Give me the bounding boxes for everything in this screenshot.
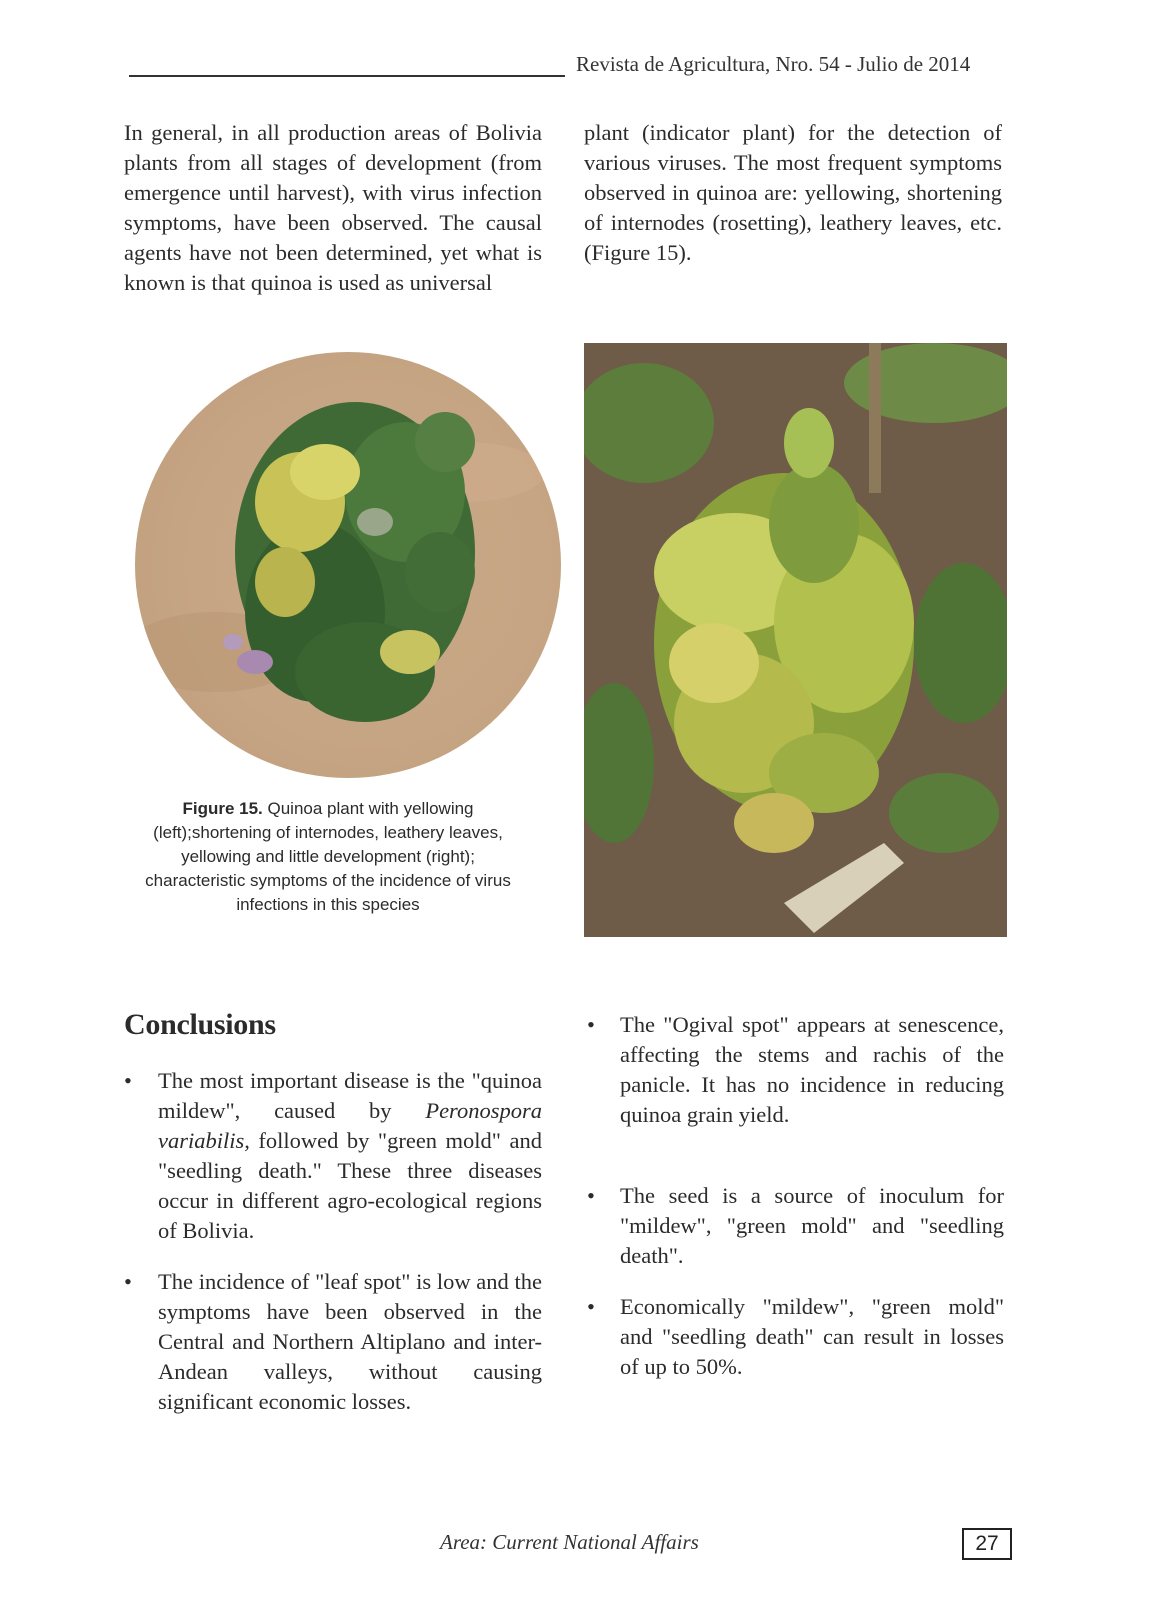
intro-paragraph-right: plant (indicator plant) for the detection of various viruses. The most frequent symptoms observed in quinoa are: yellowing, shortening of internodes (rosetting), leathery leaves, etc. (Figure 15).: [584, 120, 1002, 265]
pathogen-name: Peronospora variabilis,: [158, 1098, 542, 1153]
figure-label: Figure 15.: [182, 799, 263, 818]
list-item: [587, 1181, 1004, 1271]
quinoa-yellowing-photo: [135, 352, 561, 778]
figure-caption: [140, 797, 516, 917]
bullet-icon: •: [587, 1183, 595, 1208]
list-item: [587, 1292, 1004, 1382]
list-item-text: The most important disease is the "quinoa mildew", caused by Peronospora variabilis, followed by "green mold" and "seedling death." These three diseases occur in different agro-ecological regions of Bolivia.: [158, 1068, 542, 1243]
bullet-icon: •: [587, 1012, 595, 1037]
footer-area: Area: Current National Affairs: [440, 1530, 699, 1554]
intro-paragraph-left: In general, in all production areas of Bolivia plants from all stages of development (from emergence until harvest), with virus infection symptoms, have been observed. The causal agents have not been determined, yet what is known is that quinoa is used as universal: [124, 120, 542, 295]
list-item-text: The seed is a source of inoculum for "mildew", "green mold" and "seedling death".: [620, 1183, 1004, 1268]
list-item-text: The incidence of "leaf spot" is low and the symptoms have been observed in the Central and Northern Altiplano and inter-Andean valleys, without causing significant economic losses.: [158, 1269, 542, 1414]
journal-header: Revista de Agricultura, Nro. 54 - Julio de 2014: [576, 52, 971, 76]
figure-caption-text: Quinoa plant with yellowing (left);shortening of internodes, leathery leaves, yellowing and little development (right); characteristic symptoms of the incidence of virus infections in this species: [145, 799, 511, 914]
list-item: [124, 1066, 542, 1246]
conclusions-heading: Conclusions: [124, 1008, 276, 1041]
quinoa-rosetting-photo: [584, 343, 1007, 937]
list-item-text: Economically "mildew", "green mold" and "seedling death" can result in losses of up to 50%.: [620, 1294, 1004, 1379]
bullet-icon: •: [124, 1068, 132, 1093]
page-number: 27: [962, 1528, 1012, 1560]
list-item-text: The "Ogival spot" appears at senescence, affecting the stems and rachis of the panicle. It has no incidence in reducing quinoa grain yield.: [620, 1012, 1004, 1127]
bullet-icon: •: [587, 1294, 595, 1319]
bullet-icon: •: [124, 1269, 132, 1294]
header-rule: [129, 75, 565, 77]
list-item: [587, 1010, 1004, 1130]
list-item: [124, 1267, 542, 1417]
